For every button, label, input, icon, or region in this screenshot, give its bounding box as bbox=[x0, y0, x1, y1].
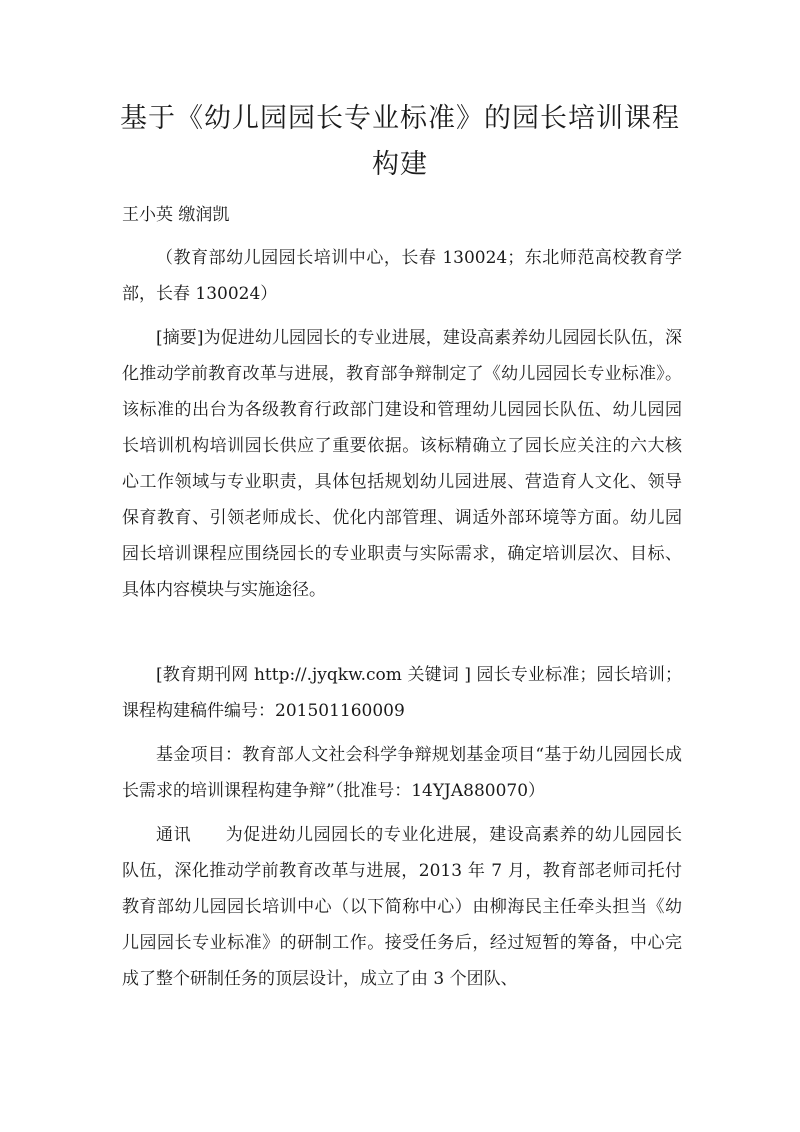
keywords-paragraph: [教育期刊网 http://.jyqkw.com 关键词 ] 园长专业标准；园长培训；课程构建稿件编号：201501160009 bbox=[122, 665, 682, 721]
abstract-paragraph: [摘要]为促进幼儿园园长的专业进展，建设高素养幼儿园园长队伍，深化推动学前教育改革与进展，教育部争辩制定了《幼儿园园长专业标准》。该标准的出台为各级教育行政部门建设和管理幼儿园园长队伍、幼儿园园长培训机构培训园长供应了重要依据。该标精确立了园长应关注的六大核心工作领域与专业职责，具体包括规划幼儿园进展、营造育人文化、领导保育教育、引领老师成长、优化内部管理、调适外部环境等方面。幼儿园园长培训课程应围绕园长的专业职责与实际需求，确定培训层次、目标、具体内容模块与实施途径。 bbox=[122, 328, 682, 600]
body-paragraph bbox=[122, 817, 682, 997]
body-text: 为促进幼儿园园长的专业化进展，建设高素养的幼儿园园长队伍，深化推动学前教育改革与进展，2013 年 7 月，教育部老师司托付教育部幼儿园园长培训中心（以下简称中心）由柳海民主任牵头担当《幼儿园园长专业标准》的研制工作。接受任务后，经过短暂的筹备，中心完成了整个研制任务的顶层设计，成立了由 3 个团队、 bbox=[122, 825, 683, 989]
document-title: 基于《幼儿园园长专业标准》的园长培训课程构建 bbox=[120, 103, 680, 180]
author-affiliation: （教育部幼儿园园长培训中心，长春 130024；东北师范高校教育学部，长春 130024） bbox=[122, 248, 682, 304]
fund-paragraph: 基金项目：教育部人文社会科学争辩规划基金项目“基于幼儿园园长成长需求的培训课程构建争辩”（批准号：14YJA880070） bbox=[122, 745, 682, 801]
author-names: 王小英 缴润凯 bbox=[122, 205, 230, 225]
body-lead-label: 通讯 bbox=[156, 825, 192, 845]
